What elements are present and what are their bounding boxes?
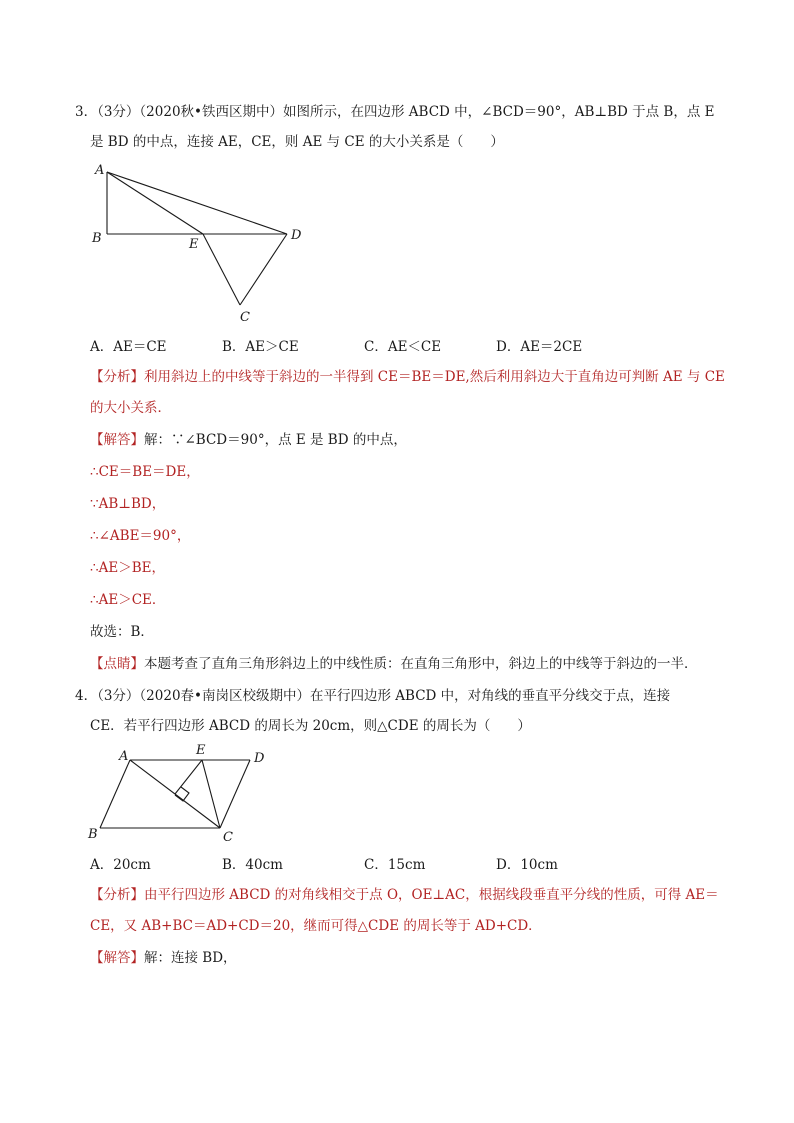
q3-step-3: ∴∠ABE＝90°， (90, 528, 191, 544)
q4-seg-ab (100, 760, 130, 828)
q4-number: 4． (75, 688, 98, 704)
q4-label-b: B (88, 827, 98, 842)
q4-stem-line1: 4．（3分）（2020春•南岗区校级期中）在平行四边形 ABCD 中，对角线的垂直平分线交于点，连接 (75, 688, 671, 704)
q3-label-c: C (240, 310, 250, 325)
q4-option-d: D．10cm (496, 857, 558, 873)
q4-solution-tag: 【解答】 (90, 950, 144, 966)
q3-analysis-line1: 【分析】利用斜边上的中线等于斜边的一半得到 CE＝BE＝DE,然后利用斜边大于直角边可判断 AE 与 CE (90, 369, 725, 385)
q3-choice: 故选：B． (90, 624, 154, 640)
q3-step-4: ∴AE＞BE， (90, 560, 165, 576)
q3-stem-line2: 是 BD 的中点，连接 AE，CE，则 AE 与 CE 的大小关系是（ ） (90, 134, 504, 150)
q4-seg-dc (220, 760, 250, 828)
q3-step-2: ∵AB⊥BD， (90, 496, 166, 512)
q4-label-d: D (254, 751, 265, 766)
q3-analysis-tag: 【分析】 (90, 369, 144, 385)
q3-seg-ad (107, 172, 287, 234)
q3-seg-dc (240, 234, 287, 305)
q4-label-c: C (223, 830, 233, 845)
q4-option-a: A．20cm (90, 857, 151, 873)
q3-seg-ae (107, 172, 203, 234)
q3-step-5: ∴AE＞CE． (90, 592, 166, 608)
q3-number: 3． (75, 104, 98, 120)
q3-step-1: ∴CE＝BE＝DE， (90, 464, 200, 480)
q3-label-b: B (92, 231, 102, 246)
q3-option-a: A．AE＝CE (90, 339, 167, 355)
q3-comment: 【点睛】本题考查了直角三角形斜边上的中线性质：在直角三角形中，斜边上的中线等于斜边的一半． (90, 656, 698, 672)
q4-label-e: E (196, 743, 206, 758)
q4-solution-line1: 【解答】解：连接 BD， (90, 950, 237, 966)
q3-option-c: C．AE＜CE (364, 339, 442, 355)
q3-option-b: B．AE＞CE (222, 339, 299, 355)
q4-stem-line2: CE．若平行四边形 ABCD 的周长为 20cm，则△CDE 的周长为（ ） (90, 718, 531, 734)
q3-solution-line1: 【解答】解：∵∠BCD＝90°，点 E 是 BD 的中点， (90, 432, 407, 448)
q4-seg-ec (202, 760, 220, 828)
q4-seg-eo (175, 760, 202, 794)
q3-solution-tag: 【解答】 (90, 432, 144, 448)
q3-stem-line1: 3．（3分）（2020秋•铁西区期中）如图所示，在四边形 ABCD 中，∠BCD＝90°，AB⊥BD 于点 B，点 E (75, 104, 715, 120)
q4-analysis-line2: CE，又 AB+BC＝AD+CD＝20，继而可得△CDE 的周长等于 AD+CD． (90, 918, 542, 934)
q3-label-a: A (95, 163, 105, 178)
q4-option-b: B．40cm (222, 857, 283, 873)
q3-option-d: D．AE＝2CE (496, 339, 583, 355)
q3-seg-ec (203, 234, 240, 305)
q3-label-e: E (189, 237, 199, 252)
q4-label-a: A (119, 749, 129, 764)
q4-analysis-line1: 【分析】由平行四边形 ABCD 的对角线相交于点 O，OE⊥AC，根据线段垂直平分线的性质，可得 AE＝ (90, 887, 719, 903)
q3-label-d: D (291, 228, 302, 243)
q3-figure (85, 160, 325, 330)
q4-analysis-tag: 【分析】 (90, 887, 144, 903)
q3-analysis-line2: 的大小关系． (90, 400, 171, 416)
q3-comment-tag: 【点睛】 (90, 656, 144, 672)
q4-figure (85, 742, 285, 847)
q4-option-c: C．15cm (364, 857, 426, 873)
